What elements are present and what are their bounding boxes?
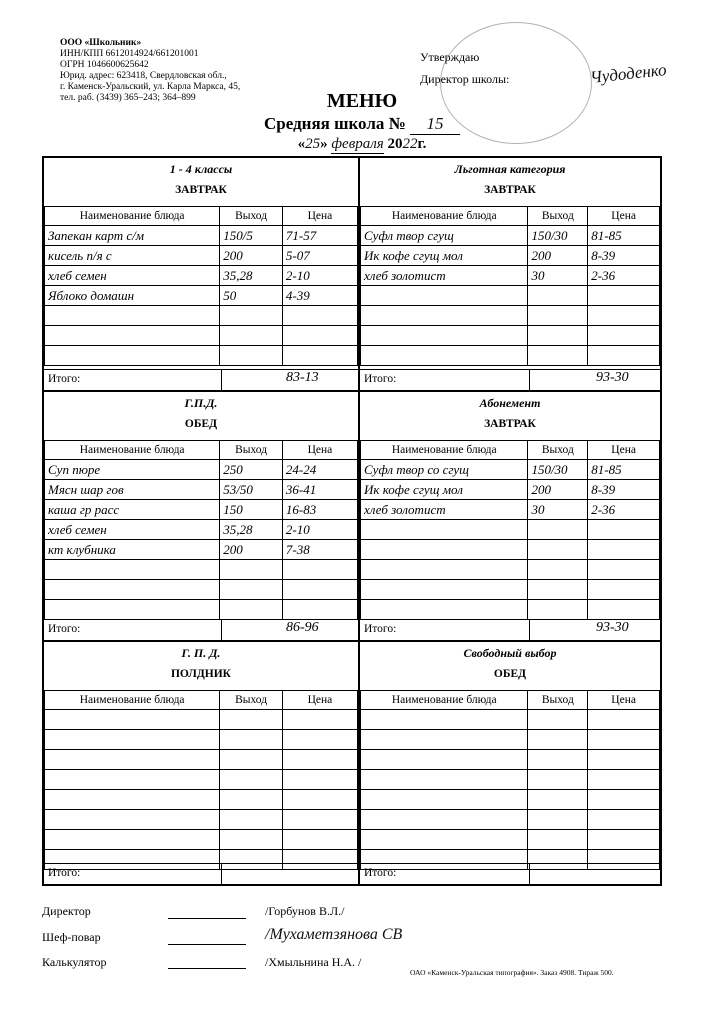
director-sign-line — [168, 918, 246, 919]
price-cell — [282, 730, 357, 750]
total-label: Итого: — [48, 623, 81, 635]
price-cell — [588, 790, 660, 810]
total-separator — [221, 620, 222, 640]
table-row — [361, 226, 660, 246]
dish-name-cell — [361, 560, 528, 580]
price-cell: 16-83 — [282, 500, 357, 520]
price-cell: 2-36 — [588, 266, 660, 286]
dish-name-cell: хлеб золотист — [361, 500, 528, 520]
price-cell — [588, 770, 660, 790]
table-row — [361, 286, 660, 306]
block-caption: 1 - 4 классы — [169, 162, 233, 176]
portion-cell: 200 — [220, 246, 283, 266]
table-row — [361, 520, 660, 540]
portion-cell: 200 — [220, 540, 283, 560]
date-line: «25» февраля 2022г. — [297, 136, 427, 152]
table-row — [361, 710, 660, 730]
dish-name-cell — [45, 750, 220, 770]
price-cell: 2-10 — [282, 520, 357, 540]
chef-sign-line — [168, 944, 246, 945]
portion-cell — [220, 790, 283, 810]
dish-name-cell — [361, 520, 528, 540]
table-row — [45, 790, 358, 810]
block-meal: ОБЕД — [184, 418, 218, 430]
price-cell — [282, 580, 357, 600]
total-row — [360, 863, 660, 884]
portion-cell — [220, 560, 283, 580]
table-row — [45, 520, 358, 540]
table-row — [45, 480, 358, 500]
price-cell — [588, 730, 660, 750]
column-header: Выход — [528, 207, 588, 226]
price-cell: 81-85 — [588, 226, 660, 246]
price-cell — [588, 710, 660, 730]
portion-cell — [528, 326, 588, 346]
block-caption: Абонемент — [479, 396, 541, 410]
org-name: ООО «Школьник» — [60, 38, 142, 48]
signature-director — [42, 904, 91, 919]
table-row — [45, 266, 358, 286]
portion-cell — [528, 286, 588, 306]
dish-name-cell — [361, 580, 528, 600]
price-cell — [282, 830, 357, 850]
portion-cell — [220, 830, 283, 850]
dish-name-cell: хлеб семен — [45, 266, 220, 286]
dish-name-cell — [361, 790, 528, 810]
price-cell — [282, 600, 357, 620]
director-name: /Горбунов В.Л./ — [265, 904, 345, 918]
price-cell: 24-24 — [282, 460, 357, 480]
dish-name-cell — [361, 306, 528, 326]
portion-cell — [220, 710, 283, 730]
signature-chef — [42, 930, 101, 945]
price-cell — [588, 560, 660, 580]
portion-cell — [528, 730, 588, 750]
price-cell — [588, 540, 660, 560]
portion-cell — [528, 600, 588, 620]
block-caption: Г.П.Д. — [184, 396, 218, 410]
portion-cell — [220, 600, 283, 620]
table-row — [45, 830, 358, 850]
total-label: Итого: — [48, 867, 81, 879]
dish-name-cell: Ик кофе сгущ мол — [361, 246, 528, 266]
total-label: Итого: — [364, 623, 397, 635]
dish-name-cell: каша гр расс — [45, 500, 220, 520]
table-row — [361, 810, 660, 830]
total-row — [44, 863, 358, 884]
column-header: Цена — [282, 207, 357, 226]
block-gpd-snack — [43, 641, 359, 885]
signature-role: Шеф-повар — [42, 930, 101, 944]
dish-name-cell — [361, 286, 528, 306]
printer-imprint: ОАО «Каменск-Уральская типография». Заказ 4908. Тираж 500. — [410, 968, 614, 977]
dish-name-cell: Мясн шар гов — [45, 480, 220, 500]
dish-name-cell — [45, 730, 220, 750]
portion-cell — [528, 540, 588, 560]
menu-sheet — [42, 156, 662, 886]
total-separator — [529, 864, 530, 884]
dish-name-cell — [361, 710, 528, 730]
total-row — [360, 369, 660, 390]
table-row — [45, 560, 358, 580]
price-cell — [588, 346, 660, 366]
chef-name: /Мухаметзянова СВ — [265, 926, 403, 943]
total-label: Итого: — [364, 373, 397, 385]
total-separator — [221, 370, 222, 390]
block-caption: Свободный выбор — [463, 646, 557, 660]
portion-cell: 150 — [220, 500, 283, 520]
dish-name-cell — [45, 600, 220, 620]
price-cell: 7-38 — [282, 540, 357, 560]
column-header: Выход — [220, 207, 283, 226]
column-header: Наименование блюда — [361, 441, 528, 460]
total-row — [44, 369, 358, 390]
portion-cell — [528, 520, 588, 540]
column-header: Цена — [588, 691, 660, 710]
dish-name-cell — [45, 326, 220, 346]
total-value: 86-96 — [286, 620, 319, 635]
table-row — [361, 750, 660, 770]
menu-table — [360, 440, 660, 620]
price-cell — [282, 750, 357, 770]
dish-name-cell — [45, 346, 220, 366]
block-benefit-breakfast — [359, 157, 661, 391]
total-value: 93-30 — [596, 370, 629, 385]
table-row — [45, 710, 358, 730]
portion-cell — [528, 790, 588, 810]
table-row — [45, 226, 358, 246]
portion-cell — [528, 750, 588, 770]
signature-role: Калькулятор — [42, 955, 107, 969]
org-ogrn: ОГРН 1046600625642 — [60, 60, 149, 70]
total-label: Итого: — [364, 867, 397, 879]
date-suffix: г. — [417, 136, 427, 152]
dish-name-cell — [45, 770, 220, 790]
portion-cell — [528, 770, 588, 790]
dish-name-cell — [361, 770, 528, 790]
table-row — [361, 560, 660, 580]
total-separator — [529, 370, 530, 390]
school-number: 15 — [410, 114, 460, 135]
portion-cell: 150/30 — [528, 460, 588, 480]
portion-cell — [220, 346, 283, 366]
portion-cell: 250 — [220, 460, 283, 480]
price-cell — [588, 810, 660, 830]
dish-name-cell — [361, 810, 528, 830]
dish-name-cell: хлеб золотист — [361, 266, 528, 286]
price-cell — [588, 306, 660, 326]
signature-calculator — [42, 955, 106, 970]
price-cell — [588, 830, 660, 850]
table-row — [361, 770, 660, 790]
table-row — [45, 770, 358, 790]
portion-cell: 30 — [528, 500, 588, 520]
total-row — [44, 619, 358, 640]
dish-name-cell — [45, 830, 220, 850]
director-approval-signature: Чудоденко — [589, 60, 668, 87]
portion-cell — [220, 770, 283, 790]
block-meal: ПОЛДНИК — [170, 668, 232, 680]
price-cell: 8-39 — [588, 480, 660, 500]
menu-table — [360, 206, 660, 366]
portion-cell: 150/5 — [220, 226, 283, 246]
block-grade1-4-breakfast — [43, 157, 359, 391]
column-header: Наименование блюда — [45, 207, 220, 226]
block-meal: ЗАВТРАК — [175, 184, 227, 196]
price-cell — [588, 580, 660, 600]
total-value: 93-30 — [596, 620, 629, 635]
dish-name-cell — [45, 810, 220, 830]
org-address-1: Юрид. адрес: 623418, Свердловская обл., — [60, 71, 227, 81]
dish-name-cell — [45, 306, 220, 326]
menu-table — [44, 690, 358, 870]
price-cell: 8-39 — [588, 246, 660, 266]
table-row — [45, 460, 358, 480]
table-row — [45, 810, 358, 830]
dish-name-cell: Ик кофе сгущ мол — [361, 480, 528, 500]
price-cell — [282, 560, 357, 580]
approval-director: Директор школы: — [420, 72, 510, 86]
price-cell — [588, 520, 660, 540]
table-row — [361, 540, 660, 560]
org-address-2: г. Каменск-Уральский, ул. Карла Маркса, 45, — [60, 82, 241, 92]
portion-cell — [528, 810, 588, 830]
portion-cell: 30 — [528, 266, 588, 286]
portion-cell — [528, 830, 588, 850]
total-row — [360, 619, 660, 640]
school-prefix: Средняя школа № — [264, 114, 406, 133]
table-row — [45, 286, 358, 306]
block-caption: Льготная категория — [454, 162, 566, 176]
total-separator — [221, 864, 222, 884]
dish-name-cell — [361, 346, 528, 366]
portion-cell: 35,28 — [220, 520, 283, 540]
table-row — [361, 246, 660, 266]
table-row — [361, 460, 660, 480]
portion-cell — [220, 750, 283, 770]
dish-name-cell: Яблоко домашн — [45, 286, 220, 306]
price-cell: 71-57 — [282, 226, 357, 246]
table-row — [45, 346, 358, 366]
table-row — [45, 326, 358, 346]
price-cell: 2-36 — [588, 500, 660, 520]
portion-cell: 50 — [220, 286, 283, 306]
block-gpd-lunch — [43, 391, 359, 641]
table-row — [361, 730, 660, 750]
portion-cell — [528, 346, 588, 366]
table-row — [45, 500, 358, 520]
table-row — [361, 346, 660, 366]
portion-cell — [528, 560, 588, 580]
portion-cell: 200 — [528, 246, 588, 266]
signature-role: Директор — [42, 904, 91, 918]
block-subscription-breakfast — [359, 391, 661, 641]
approval-title: Утверждаю — [420, 50, 480, 64]
column-header: Цена — [588, 441, 660, 460]
menu-table — [360, 690, 660, 870]
calculator-name: /Хмыльнина Н.А. / — [265, 955, 362, 969]
column-header: Наименование блюда — [361, 207, 528, 226]
portion-cell — [220, 730, 283, 750]
block-meal: ЗАВТРАК — [484, 418, 536, 430]
table-row — [45, 730, 358, 750]
price-cell: 5-07 — [282, 246, 357, 266]
portion-cell — [220, 580, 283, 600]
table-row — [361, 830, 660, 850]
org-phone: тел. раб. (3439) 365–243; 364–899 — [60, 93, 196, 103]
table-row — [361, 500, 660, 520]
price-cell — [588, 600, 660, 620]
table-row — [45, 750, 358, 770]
menu-title: МЕНЮ — [326, 90, 398, 112]
price-cell — [282, 770, 357, 790]
column-header: Наименование блюда — [45, 441, 220, 460]
price-cell: 36-41 — [282, 480, 357, 500]
dish-name-cell: Суп пюре — [45, 460, 220, 480]
block-caption: Г. П. Д. — [181, 646, 221, 660]
table-row — [45, 600, 358, 620]
price-cell — [282, 710, 357, 730]
column-header: Выход — [528, 441, 588, 460]
table-row — [45, 540, 358, 560]
price-cell — [588, 326, 660, 346]
portion-cell: 150/30 — [528, 226, 588, 246]
menu-table — [44, 206, 358, 366]
portion-cell — [220, 326, 283, 346]
org-inn: ИНН/КПП 6612014924/661201001 — [60, 49, 199, 59]
total-label: Итого: — [48, 373, 81, 385]
price-cell: 2-10 — [282, 266, 357, 286]
price-cell — [282, 306, 357, 326]
menu-table — [44, 440, 358, 620]
dish-name-cell — [45, 790, 220, 810]
date-year-prefix: 20 — [387, 136, 403, 152]
dish-name-cell — [361, 830, 528, 850]
block-free-choice-lunch — [359, 641, 661, 885]
date-month: февраля — [331, 136, 384, 152]
table-row — [361, 266, 660, 286]
total-value: 83-13 — [286, 370, 319, 385]
column-header: Цена — [282, 441, 357, 460]
dish-name-cell: хлеб семен — [45, 520, 220, 540]
price-cell — [282, 790, 357, 810]
school-line — [0, 114, 724, 135]
table-row — [361, 580, 660, 600]
column-header: Цена — [282, 691, 357, 710]
dish-name-cell: кт клубника — [45, 540, 220, 560]
table-row — [45, 246, 358, 266]
dish-name-cell — [45, 580, 220, 600]
portion-cell — [220, 306, 283, 326]
total-separator — [529, 620, 530, 640]
dish-name-cell: Суфл твор со сгущ — [361, 460, 528, 480]
approval — [420, 46, 509, 90]
price-cell — [282, 810, 357, 830]
dish-name-cell — [361, 326, 528, 346]
portion-cell — [528, 580, 588, 600]
column-header: Наименование блюда — [361, 691, 528, 710]
dish-name-cell — [361, 540, 528, 560]
price-cell — [282, 346, 357, 366]
block-meal: ЗАВТРАК — [484, 184, 536, 196]
column-header: Цена — [588, 207, 660, 226]
portion-cell — [528, 710, 588, 730]
dish-name-cell — [361, 730, 528, 750]
portion-cell: 53/50 — [220, 480, 283, 500]
table-row — [361, 306, 660, 326]
date-day: 25 — [305, 136, 321, 152]
price-cell — [282, 326, 357, 346]
portion-cell: 35,28 — [220, 266, 283, 286]
dish-name-cell: Суфл твор сгущ — [361, 226, 528, 246]
portion-cell — [220, 810, 283, 830]
table-row — [361, 600, 660, 620]
dish-name-cell — [361, 600, 528, 620]
table-row — [361, 326, 660, 346]
table-row — [361, 790, 660, 810]
table-row — [361, 480, 660, 500]
calculator-sign-line — [168, 968, 246, 969]
table-row — [45, 306, 358, 326]
price-cell: 4-39 — [282, 286, 357, 306]
price-cell — [588, 750, 660, 770]
dish-name-cell — [45, 560, 220, 580]
column-header: Наименование блюда — [45, 691, 220, 710]
date-year: 22 — [402, 136, 418, 152]
dish-name-cell: Запекан карт с/м — [45, 226, 220, 246]
dish-name-cell — [45, 710, 220, 730]
table-row — [45, 580, 358, 600]
column-header: Выход — [220, 691, 283, 710]
block-meal: ОБЕД — [493, 668, 527, 680]
portion-cell — [528, 306, 588, 326]
portion-cell: 200 — [528, 480, 588, 500]
dish-name-cell: кисель п/я с — [45, 246, 220, 266]
dish-name-cell — [361, 750, 528, 770]
column-header: Выход — [220, 441, 283, 460]
price-cell: 81-85 — [588, 460, 660, 480]
column-header: Выход — [528, 691, 588, 710]
price-cell — [588, 286, 660, 306]
